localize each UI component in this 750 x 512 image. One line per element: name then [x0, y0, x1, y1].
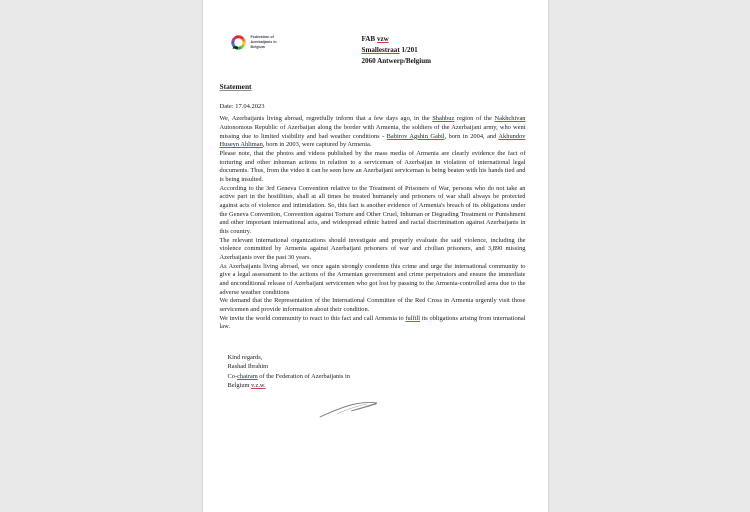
page-title: Statement: [219, 82, 252, 92]
statement-date: Date: 17.04.2023: [219, 103, 265, 111]
signer-legal-form: v.z.w.: [251, 382, 266, 390]
document-page: [203, 0, 548, 512]
address-legal-form: vzw: [376, 35, 389, 43]
p1-part-c: Autonomous Republic of Azerbaijan along the border with Armenia, the soldiers of the Azerbaijani army, who went missing due to limited visibility and bad weather conditions -: [219, 124, 526, 140]
address-street: Smallestraat: [361, 45, 400, 54]
p1-part-e: , born in 2003, were captured by Armenia.: [262, 141, 372, 149]
signer-title-role: chairam: [237, 372, 258, 380]
paragraph-4: The relevant international organizations should investigate and properly evaluate the said violence, including the violence committed by Armenia against Azerbaijani prisoners of war and civilian prisoners, and 3,890 missing Azerbaijanis over the past 30 years.: [219, 236, 526, 262]
organization-logo-text: [251, 35, 277, 50]
p1-part-d: , born in 2004, and: [444, 132, 499, 140]
signer-org-country-line: [228, 382, 266, 389]
organization-logo: [230, 34, 350, 51]
closing-greeting: Kind regards,: [227, 354, 263, 362]
signer-title-line: [228, 373, 350, 380]
p1-part-b: region of the: [454, 115, 495, 123]
address-line-3: 2060 Antwerp/Belgium: [361, 56, 432, 65]
address-number: 1/201: [399, 45, 418, 54]
letterhead: [230, 34, 526, 66]
signer-name: Rashad Ibrahim: [227, 363, 269, 371]
paragraph-5: As Azerbaijanis living abroad, we once again strongly condemn this crime and urge the international community to give a legal assessment to the actions of the Armenian government and crime perpetrators and ensure the immediate and unconditional release of Azerbaijani servicemen who got lost by passing to the Armenia-controlled area due to the adverse weather conditions: [219, 262, 526, 296]
p7-part-a: We invite the world community to react to this fact and call Armenia to: [219, 314, 406, 322]
p7-fulfill-word: fulfill: [405, 314, 420, 322]
p1-soldier-name-1: Babirov Agshin Gabil: [386, 132, 445, 140]
logo-text-line-1: Federation of: [250, 34, 274, 39]
statement-title-row: [220, 66, 526, 94]
p1-part-a: We, Azerbaijanis living abroad, regretfully inform that a few days ago, in the: [219, 115, 433, 123]
federation-circular-logo-icon: [230, 34, 247, 51]
closing-block: [228, 353, 526, 390]
address-line-1: [362, 35, 389, 43]
paragraph-3: According to the 3rd Geneva Convention relative to the Treatment of Prisoners of War, persons who do not take an active part in the hostilities, shall at all times be treated humanely and prisoners of war shall always be protected against acts of violence and intimidation. So, this fact is another evidence of Armenia's breach of its obligations under the Geneva Convention, Convention against Torture and Other Cruel, Inhuman or Degrading Treatment or Punishment and other important international acts, and widespread ethnic hatred and racial discrimination against Azerbaijanis in this country.: [219, 184, 526, 236]
signer-title-prefix: Co-: [227, 372, 238, 380]
p1-soldier-name-2: Akhundov Huseyn Ahliman: [219, 132, 526, 149]
paragraph-7: [220, 315, 526, 332]
p1-region-shahbuz: Shahbuz: [432, 115, 455, 123]
logo-text-line-2: Azerbaijanis in: [250, 39, 277, 44]
signer-country: Belgium: [227, 382, 252, 390]
address-org-abbrev: FAB: [361, 35, 376, 43]
p1-region-nakhchivan: Nakhchivan: [494, 115, 526, 123]
logo-text-line-3: Belgium: [250, 45, 266, 50]
address-line-2: [362, 46, 418, 54]
paragraph-6: We demand that the Representation of the International Committee of the Red Cross in Armenia urgently visit those servicemen and provide information about their condition.: [219, 297, 526, 314]
paragraph-2: Please note, that the photos and videos published by the mass media of Armenia are clearly evidence the fact of torturing and other inhuman actions in relation to a serviceman of Azerbaijan in violation of international legal documents. Thus, from the video it can be seen how an Azerbaijani serviceman is being beaten with his hands tied and is being insulted.: [219, 150, 526, 184]
signer-title-rest: of the Federation of Azerbaijanis in: [257, 372, 350, 380]
p7-part-b: its obligations arising from international law.: [219, 314, 526, 331]
handwritten-signature: [315, 397, 395, 441]
organization-address: [362, 34, 432, 66]
paragraph-1: [220, 115, 526, 150]
